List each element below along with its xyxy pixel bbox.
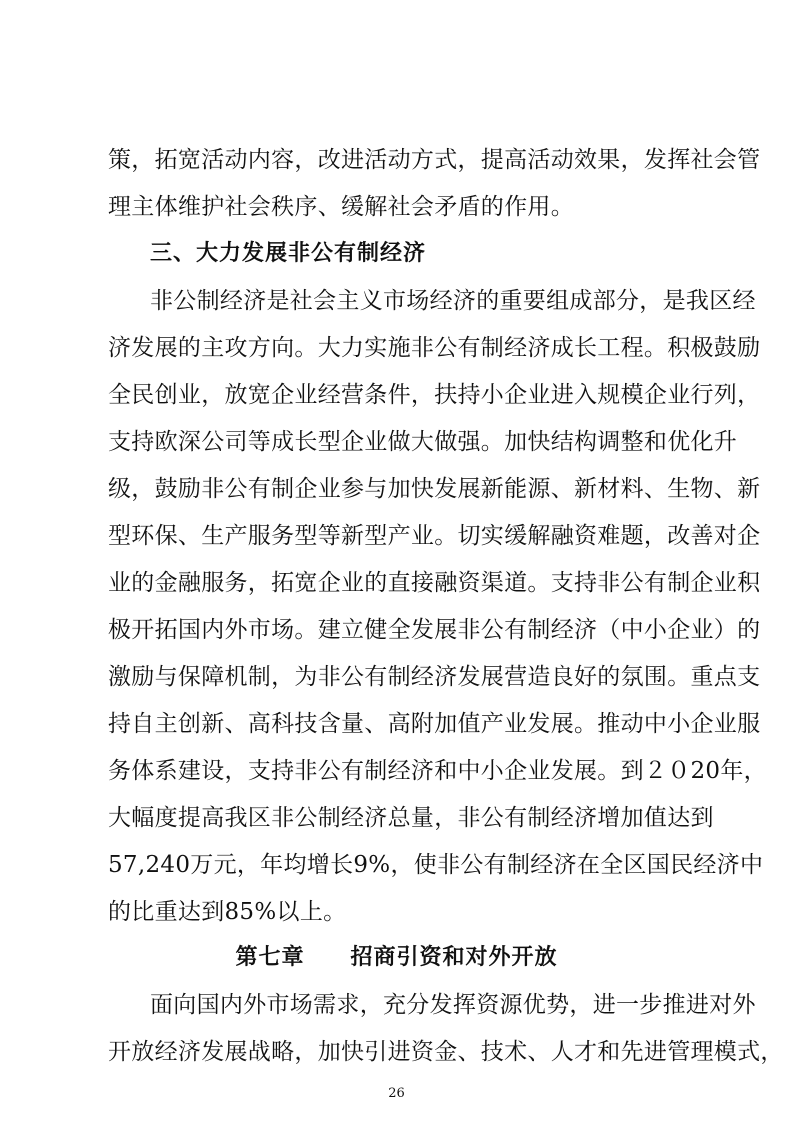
- paragraph-line: 的比重达到85%以上。: [108, 899, 347, 925]
- paragraph-line: 支持欧深公司等成长型企业做大做强。加快结构调整和优化升: [108, 429, 738, 455]
- paragraph-line: 开放经济发展战略，加快引进资金、技术、人才和先进管理模式，: [108, 1039, 784, 1065]
- paragraph-line: 非公制经济是社会主义市场经济的重要组成部分，是我区经: [150, 288, 756, 314]
- page-number: 26: [388, 1086, 405, 1101]
- paragraph-line: 全民创业，放宽企业经营条件，扶持小企业进入规模企业行列，: [108, 382, 761, 408]
- paragraph-line: 极开拓国内外市场。建立健全发展非公有制经济（中小企业）的: [108, 617, 761, 643]
- paragraph-line: 面向国内外市场需求，充分发挥资源优势，进一步推进对外: [150, 992, 756, 1018]
- chapter-heading: 第七章 招商引资和对外开放: [235, 945, 558, 970]
- paragraph-line: 理主体维护社会秩序、缓解社会矛盾的作用。: [108, 194, 574, 220]
- paragraph-line: 策，拓宽活动内容，改进活动方式，提高活动效果，发挥社会管: [108, 147, 761, 173]
- paragraph-line: 型环保、生产服务型等新型产业。切实缓解融资难题，改善对企: [108, 523, 761, 549]
- paragraph-line: 激励与保障机制，为非公有制经济发展营造良好的氛围。重点支: [108, 664, 761, 690]
- section-heading: 三、大力发展非公有制经济: [150, 241, 427, 266]
- paragraph-line: 57,240万元，年均增长9%，使非公有制经济在全区国民经济中: [108, 852, 764, 878]
- paragraph-line: 业的金融服务，拓宽企业的直接融资渠道。支持非公有制企业积: [108, 570, 761, 596]
- paragraph-line: 大幅度提高我区非公制经济总量，非公有制经济增加值达到: [108, 805, 714, 831]
- paragraph-line: 持自主创新、高科技含量、高附加值产业发展。推动中小企业服: [108, 711, 761, 737]
- paragraph-line: 务体系建设，支持非公有制经济和中小企业发展。到２０20年，: [108, 758, 767, 784]
- paragraph-line: 级，鼓励非公有制企业参与加快发展新能源、新材料、生物、新: [108, 476, 761, 502]
- paragraph-line: 济发展的主攻方向。大力实施非公有制经济成长工程。积极鼓励: [108, 335, 761, 361]
